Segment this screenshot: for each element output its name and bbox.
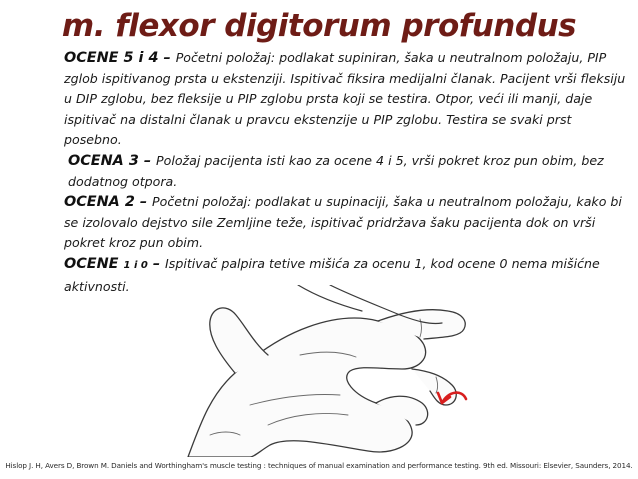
citation: Hislop J. H, Avers D, Brown M. Daniels and Worthingham's muscle testing : techniques of manual examination and performance testing. 9th ed. Missouri: Elsevier, Saunders, 2014. [5,461,633,470]
lead-small: 1 i 0 [123,259,148,271]
paragraph-lead: OCENA 2 – [64,194,153,211]
lead-main: OCENE [64,255,124,272]
paragraph-ocena-3 [64,151,626,192]
examiner-finger-outline [298,285,362,311]
paragraph-lead: OCENE 5 i 4 – [64,50,176,66]
paragraph-lead [64,256,165,272]
tested-finger-outline [412,369,456,405]
paragraph-ocena-2 [64,192,626,254]
page-title: m. flexor digitorum profundus [61,8,577,44]
paragraph-text: Položaj pacijenta isti kao za ocene 4 i 5, vrši pokret kroz pun obim, bez dodatnog otpora. [68,152,604,189]
hand-illustration [180,285,470,457]
content-body [64,48,626,297]
paragraph-text: Početni položaj: podlakat supiniran, šaka u neutralnom položaju, PIP zglob ispitivanog prsta u ekstenziji. Ispitivač fiksira medijalni članak. Pacijent vrši fleksiju u DIP zglobu, bez fleksije u PIP zglobu prsta koji se testira. Otpor, veći ili manji, daje ispitivač na distalni članak u pravcu ekstenzije u PIP zglobu. Testira se svaki prst posebno. [64,50,626,148]
paragraph-ocene-5-4 [64,48,626,151]
paragraph-lead: OCENA 3 – [68,152,157,169]
paragraph-text: Ispitivač palpira tetive mišića za ocenu 1, kod ocene 0 nema mišićne aktivnosti. [64,255,600,294]
paragraph-text: Početni položaj: podlakat u supinaciji, šaka u neutralnom položaju, kako bi se izolovalo dejstvo sile Zemljine teže, ispitivač pridržava šaku pacijenta dok on vrši pokret kroz pun obim. [64,194,622,251]
lead-end: – [147,255,166,272]
